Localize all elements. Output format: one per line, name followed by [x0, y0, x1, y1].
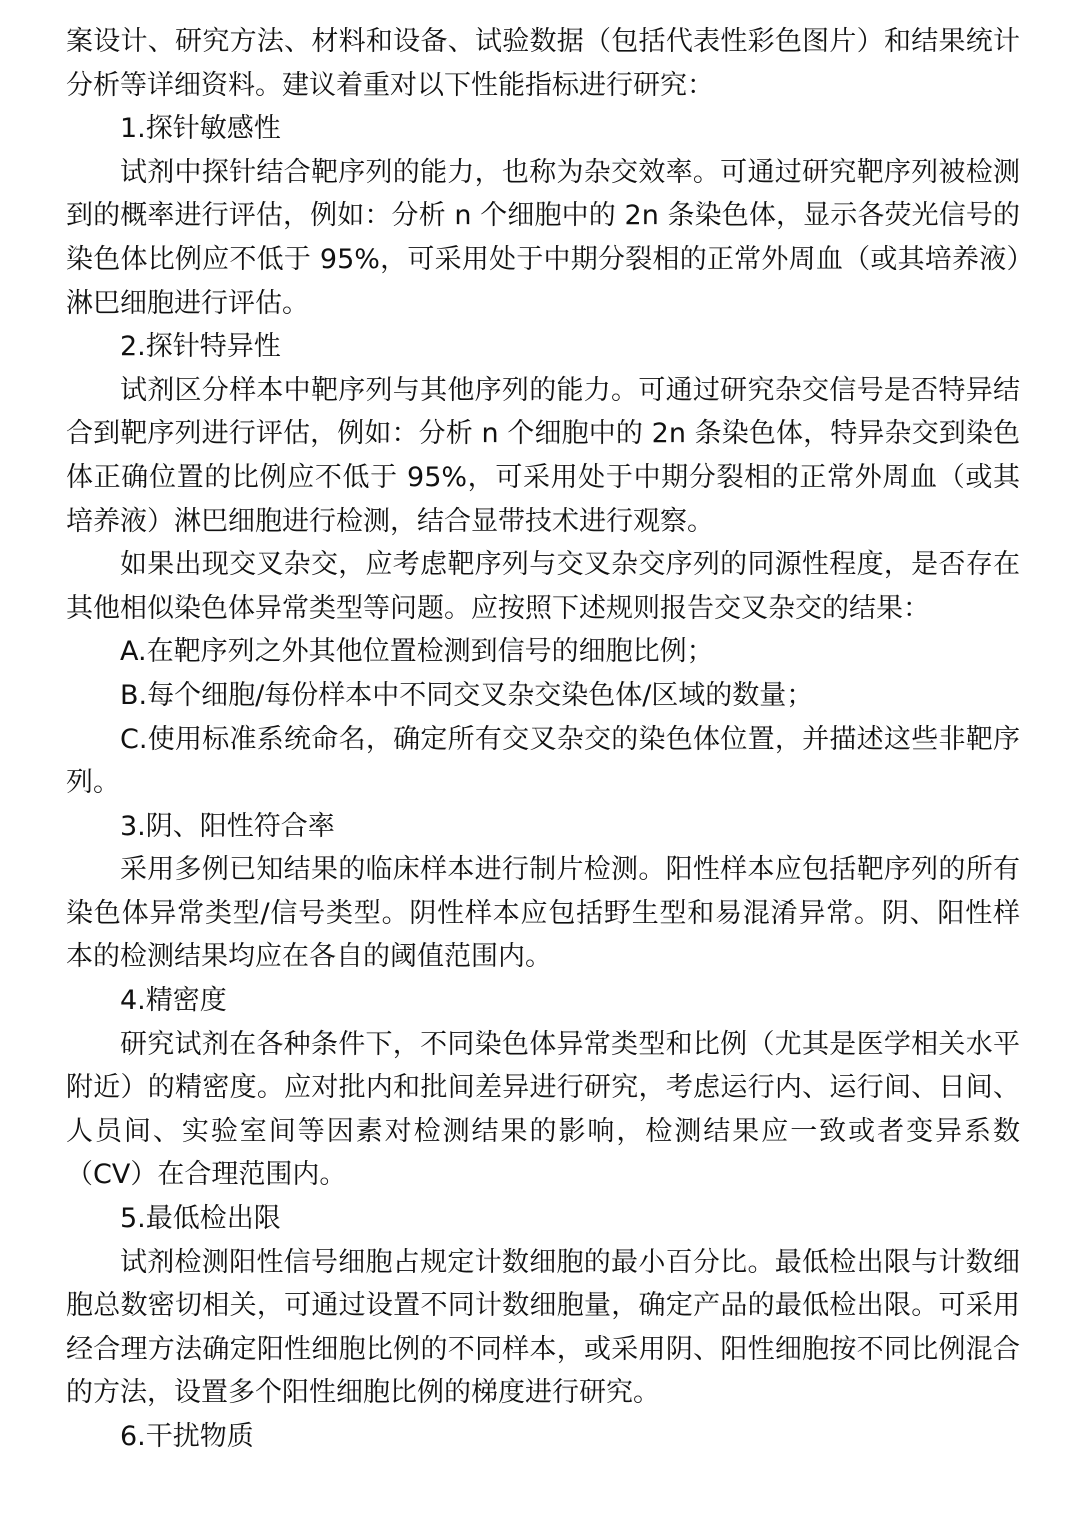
list-item-b: B.每个细胞/每份样本中不同交叉杂交染色体/区域的数量；: [120, 679, 814, 711]
list-item-a: A.在靶序列之外其他位置检测到信号的细胞比例；: [120, 636, 714, 668]
intro-paragraph: 案设计、研究方法、材料和设备、试验数据（包括代表性彩色图片）和结果统计分析等详细资料。建议着重对以下性能指标进行研究：: [66, 26, 1020, 101]
cross-hybridization-paragraph: 如果出现交叉杂交，应考虑靶序列与交叉杂交序列的同源性程度，是否存在其他相似染色体异常类型等问题。应按照下述规则报告交叉杂交的结果：: [66, 549, 1020, 624]
detection-limit-paragraph: 试剂检测阳性信号细胞占规定计数细胞的最小百分比。最低检出限与计数细胞总数密切相关，可通过设置不同计数细胞量，确定产品的最低检出限。可采用经合理方法确定阳性细胞比例的不同样本，或采用阴、阳性细胞按不同比例混合的方法，设置多个阳性细胞比例的梯度进行研究。: [66, 1246, 1020, 1409]
section-heading-interfering-substances: 6.干扰物质: [120, 1421, 254, 1452]
probe-sensitivity-paragraph: 试剂中探针结合靶序列的能力，也称为杂交效率。可通过研究靶序列被检测到的概率进行评估，例如：分析 n 个细胞中的 2n 条染色体，显示各荧光信号的染色体比例应不低于 95%，可采用处于中期分裂相的正常外周血（或其培养液）淋巴细胞进行评估。: [66, 156, 1020, 319]
concordance-rate-paragraph: 采用多例已知结果的临床样本进行制片检测。阳性样本应包括靶序列的所有染色体异常类型/信号类型。阴性样本应包括野生型和易混淆异常。阴、阳性样本的检测结果均应在各自的阈值范围内。: [66, 854, 1020, 973]
list-item-c: C.使用标准系统命名，确定所有交叉杂交的染色体位置，并描述这些非靶序列。: [66, 723, 1020, 799]
probe-specificity-paragraph: 试剂区分样本中靶序列与其他序列的能力。可通过研究杂交信号是否特异结合到靶序列进行评估，例如：分析 n 个细胞中的 2n 条染色体，特异杂交到染色体正确位置的比例应不低于 95%，可采用处于中期分裂相的正常外周血（或其培养液）淋巴细胞进行检测，结合显带技术进行观察。: [66, 374, 1020, 537]
section-heading-concordance-rate: 3.阴、阳性符合率: [120, 810, 335, 842]
section-heading-probe-sensitivity: 1.探针敏感性: [120, 113, 281, 145]
section-heading-probe-specificity: 2.探针特异性: [120, 331, 281, 363]
section-heading-detection-limit: 5.最低检出限: [120, 1203, 281, 1235]
precision-paragraph: 研究试剂在各种条件下，不同染色体异常类型和比例（尤其是医学相关水平附近）的精密度。应对批内和批间差异进行研究，考虑运行内、运行间、日间、人员间、实验室间等因素对检测结果的影响，检测结果应一致或者变异系数（CV）在合理范围内。: [66, 1028, 1020, 1191]
section-heading-precision: 4.精密度: [120, 985, 227, 1017]
